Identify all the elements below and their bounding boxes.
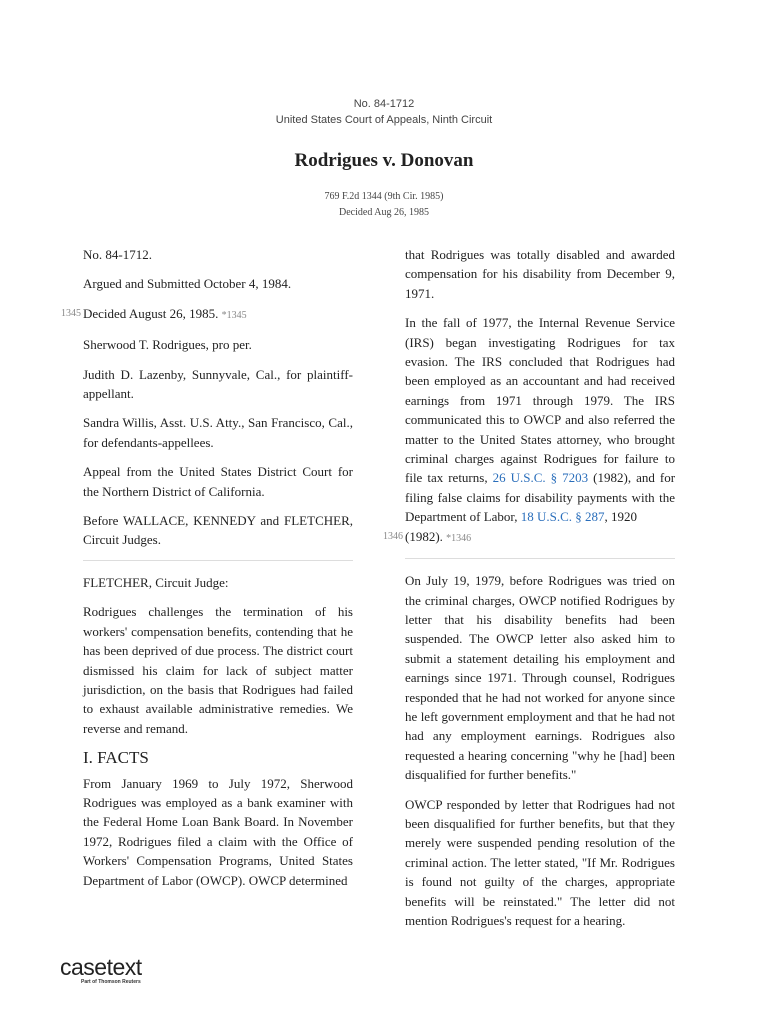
counsel-pro-per: Sherwood T. Rodrigues, pro per.	[83, 337, 252, 353]
facts-heading: I. FACTS	[83, 748, 149, 768]
document-header	[0, 96, 768, 221]
statute-link-26-usc-7203[interactable]: 26 U.S.C. § 7203	[492, 470, 589, 486]
paragraph-text: (1982).	[405, 528, 443, 544]
paragraph-text: , 1920	[604, 509, 638, 525]
section-divider	[405, 558, 675, 559]
judge-attribution: FLETCHER, Circuit Judge:	[83, 574, 229, 590]
counsel-plaintiff: Judith D. Lazenby, Sunnyvale, Cal., for plaintiff-appellant.	[83, 366, 353, 402]
left-column	[61, 245, 353, 900]
paragraph-text: (1982), and for filing false claims for disability payments with the Department of Labor,	[405, 470, 676, 525]
court-name: United States Court of Appeals, Ninth Circuit	[275, 114, 493, 126]
statute-link-18-usc-287[interactable]: 18 U.S.C. § 287	[520, 509, 605, 525]
decided-text: Decided August 26, 1985.	[83, 305, 219, 321]
docket-paragraph: No. 84-1712.	[83, 247, 152, 262]
page-number-marker: 1346	[383, 530, 403, 542]
logo-subtitle: Part of Thomson Reuters	[81, 979, 141, 985]
logo-wordmark: casetext	[60, 954, 142, 980]
appeal-paragraph: Appeal from the United States District Court for the Northern District of California.	[83, 464, 353, 499]
facts-paragraph-2	[383, 313, 676, 548]
casetext-logo[interactable]	[60, 955, 142, 985]
facts-paragraph-1-continued: that Rodrigues was totally disabled and awarded compensation for his disability from December 9, 1971.	[405, 247, 675, 301]
judges-paragraph: Before WALLACE, KENNEDY and FLETCHER, Circuit Judges.	[83, 513, 353, 548]
section-divider	[83, 560, 353, 561]
case-citation: 769 F.2d 1344 (9th Cir. 1985)	[324, 191, 444, 202]
star-page-marker: *1345	[221, 309, 247, 321]
counsel-defendants: Sandra Willis, Asst. U.S. Atty., San Francisco, Cal., for defendants-appellees.	[83, 415, 353, 450]
page-number-marker: 1345	[61, 307, 81, 319]
facts-paragraph-4: OWCP responded by letter that Rodrigues had not been disqualified for further benefits, but that they merely were suspended pending resolution of the criminal action. The letter stated, "If Mr. Rodrigues is found not guilty of the charges, appropriate benefits will be reinstated." The letter did not mention Rodrigues's request for a hearing.	[405, 796, 675, 928]
right-column	[383, 245, 676, 940]
paragraph-text: In the fall of 1977, the Internal Revenue Service (IRS) began investigating Rodrigues for tax evasion. The IRS concluded that Rodrigues had been employed as an accountant and had received earnings from 1971 through 1979. The IRS communicated this to OWCP and also referred the matter to the United States attorney, who brought criminal charges against Rodrigues for failure to file tax returns,	[405, 315, 675, 486]
star-page-marker: *1346	[446, 532, 472, 544]
argued-paragraph: Argued and Submitted October 4, 1984.	[83, 276, 292, 292]
facts-paragraph-3: On July 19, 1979, before Rodrigues was tried on the criminal charges, OWCP notified Rodrigues by letter that his disability benefits had been suspended. The OWCP letter also asked him to submit a statement detailing his employment and earnings since 1971. Through counsel, Rodrigues responded that he had not worked for anyone since he left government employment and that he had not had any employment earnings. Rodrigues also requested a hearing concerning "why he [had] been disqualified for further benefits."	[405, 573, 675, 783]
decided-date: Decided Aug 26, 1985	[339, 207, 429, 218]
opinion-intro-paragraph: Rodrigues challenges the termination of his workers' compensation benefits, contending that he has been deprived of due process. The district court dismissed his claim for lack of subject matter jurisdiction, on the basis that Rodrigues had failed to exhaust available administrative remedies. We reverse and remand.	[83, 604, 353, 736]
facts-paragraph-1: From January 1969 to July 1972, Sherwood Rodrigues was employed as a bank examiner with the Federal Home Loan Bank Board. In November 1972, Rodrigues filed a claim with the Office of Workers' Compensation Programs, United States Department of Labor (OWCP). OWCP determined	[83, 775, 353, 888]
case-title: Rodrigues v. Donovan	[294, 150, 474, 171]
decided-paragraph	[61, 304, 353, 325]
case-number: No. 84-1712	[353, 98, 415, 110]
